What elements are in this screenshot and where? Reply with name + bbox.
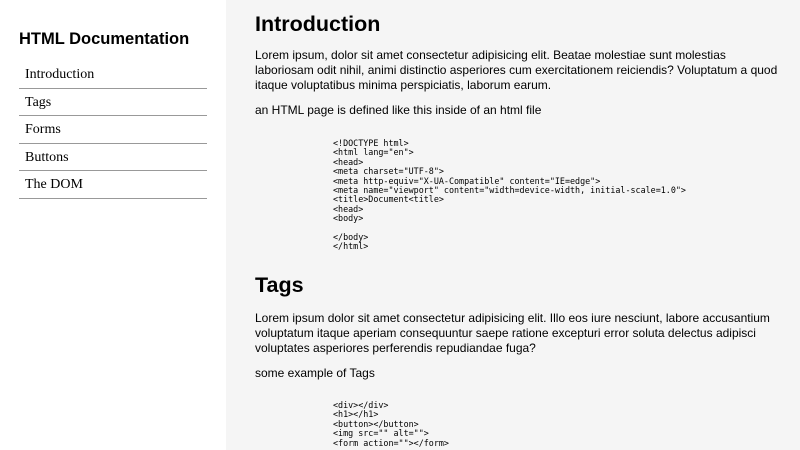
section-text: Lorem ipsum, dolor sit amet consectetur adipisicing elit. Beatae molestiae sunt molestias laboriosam odit nihil, animi distinctio asperiores cum exercitationem reiciendis? Voluptatum a quod itaque voluptatibus minima perspiciatis, laborum earum. — [255, 48, 778, 92]
nav-list — [19, 61, 207, 199]
section-title: Tags — [255, 272, 304, 297]
code-block: <!DOCTYPE html> <html lang="en"> <head> <meta charset="UTF-8"> <meta http-equiv="X-UA-Compatible" content="IE=edge"> <meta name="viewport" content="width=device-width, initial-scale=1.0"> <title>Document<title> <head> <body> </body> </html> — [333, 138, 686, 252]
sidebar — [0, 0, 226, 450]
main-content — [255, 0, 785, 448]
section-text: Lorem ipsum dolor sit amet consectetur adipisicing elit. Illo eos iure nesciunt, labore accusantium voluptatum itaque aperiam consequuntur saepe ratione excepturi error soluta delectus adipisci voluptates asperiores perferendis repudiandae fuga? — [255, 310, 770, 355]
section-note: some example of Tags — [255, 365, 375, 380]
nav-item-tags[interactable]: Tags — [19, 89, 207, 117]
nav-item-buttons[interactable]: Buttons — [19, 144, 207, 172]
section-tags — [255, 273, 785, 448]
nav-item-the-dom[interactable]: The DOM — [19, 171, 207, 199]
section-introduction — [255, 12, 785, 252]
sidebar-title: HTML Documentation — [19, 30, 190, 48]
code-block: <div></div> <h1></h1> <button></button> <img src="" alt=""> <form action=""></form> — [333, 399, 449, 448]
nav-item-introduction[interactable]: Introduction — [19, 61, 207, 89]
section-note: an HTML page is defined like this inside of an html file — [255, 103, 542, 117]
nav-item-forms[interactable]: Forms — [19, 116, 207, 144]
section-title: Introduction — [255, 12, 381, 36]
